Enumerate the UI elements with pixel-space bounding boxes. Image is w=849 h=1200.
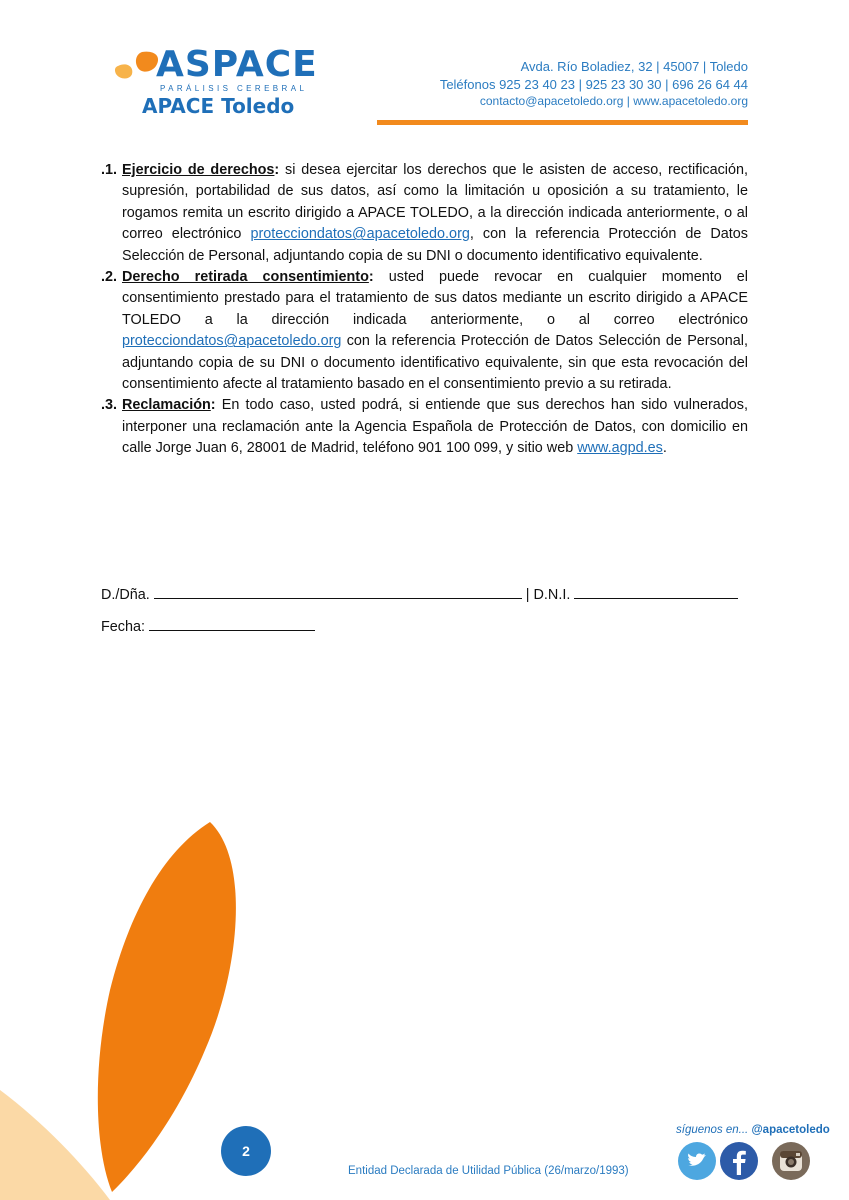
date-label: Fecha: [101,619,145,635]
item-number: .3. [101,397,117,414]
item-term: Derecho retirada consentimiento [122,269,369,286]
footer-entity: Entidad Declarada de Utilidad Pública (26/marzo/1993) [348,1165,629,1177]
logo-wordmark: ASPACE [156,44,318,85]
item-body-a: si desea ejercitar los derechos que le asisten de acceso, rectificación, supresión, portabilidad de sus datos, así como la limitación u oposición a su tratamiento, le rogamos remita un escrito dirigido a APACE TOLEDO, a la dirección indicada anteriormente, o al correo electrónico [122,162,748,243]
facebook-button[interactable] [719,1141,759,1181]
header-phones: Teléfonos 925 23 40 23 | 925 23 30 30 | 696 26 64 44 [439,76,748,92]
dni-label: | D.N.I. [525,587,571,603]
twitter-icon [677,1141,717,1181]
item-colon: : [210,397,216,414]
item-text [122,267,748,395]
header-contact [440,58,748,111]
header-address: Avda. Río Boladiez, 32 | 45007 | Toledo [520,59,748,74]
follow-handle: @apacetoledo [751,1124,830,1136]
email-link[interactable]: protecciondatos@apacetoledo.org [122,333,342,350]
signature-date-row [101,618,315,635]
rights-section [101,160,748,460]
dni-field-line[interactable] [574,586,738,599]
item-number: .2. [101,269,117,286]
item-body-b: , con la referencia Protección de Datos Selección de Personal, adjuntando copia de su DNI o documento identificativo equivalente. [122,226,748,264]
follow-prefix: síguenos en... [676,1124,749,1136]
social-follow [676,1124,830,1136]
item-body-b: con la referencia Protección de Datos Selección de Personal, adjuntando copia de su DNI o documento identificativo equivalente, sin que esta revocación del consentimiento afecte al tratamiento basado en el consentimiento previo a su retirada. [122,333,748,393]
item-body-b: . [662,440,667,457]
item-colon: : [368,269,374,286]
date-field-line[interactable] [149,618,315,631]
page-number-badge: 2 [221,1126,271,1176]
item-term: Reclamación [122,397,211,414]
header-divider [377,120,748,125]
item-text [122,395,748,459]
logo-subtitle: PARÁLISIS CEREBRAL [160,84,308,93]
instagram-button[interactable] [771,1141,811,1181]
rights-item-withdraw [101,267,748,395]
item-number: .1. [101,162,117,178]
name-label: D./Dña. [101,587,150,603]
web-link[interactable]: www.agpd.es [577,440,663,457]
instagram-icon [771,1141,811,1181]
aspace-logo [112,44,322,119]
rights-item-claim [101,395,748,459]
twitter-button[interactable] [677,1141,717,1181]
name-field-line[interactable] [154,586,522,599]
facebook-icon [719,1141,759,1181]
signature-name-row [101,586,738,603]
item-term: Ejercicio de derechos [122,162,275,178]
item-colon: : [274,162,280,178]
header-email-web[interactable]: contacto@apacetoledo.org | www.apacetoledo.org [479,94,748,108]
item-body-a: usted puede revocar en cualquier momento el consentimiento prestado para el tratamiento de sus datos mediante un escrito dirigido a APACE TOLEDO a la dirección indicada anteriormente, o al correo electrónico [122,269,748,328]
item-body-a: En todo caso, usted podrá, si entiende que sus derechos han sido vulnerados, interponer una reclamación ante la Agencia Española de Protección de Datos, con domicilio en calle Jorge Juan 6, 28001 de Madrid, teléfono 901 100 099, y sitio web [122,397,748,457]
rights-item-access [101,160,748,267]
email-link[interactable]: protecciondatos@apacetoledo.org [250,226,470,243]
item-text [122,160,748,267]
logo-toledo: APACE Toledo [142,94,295,118]
